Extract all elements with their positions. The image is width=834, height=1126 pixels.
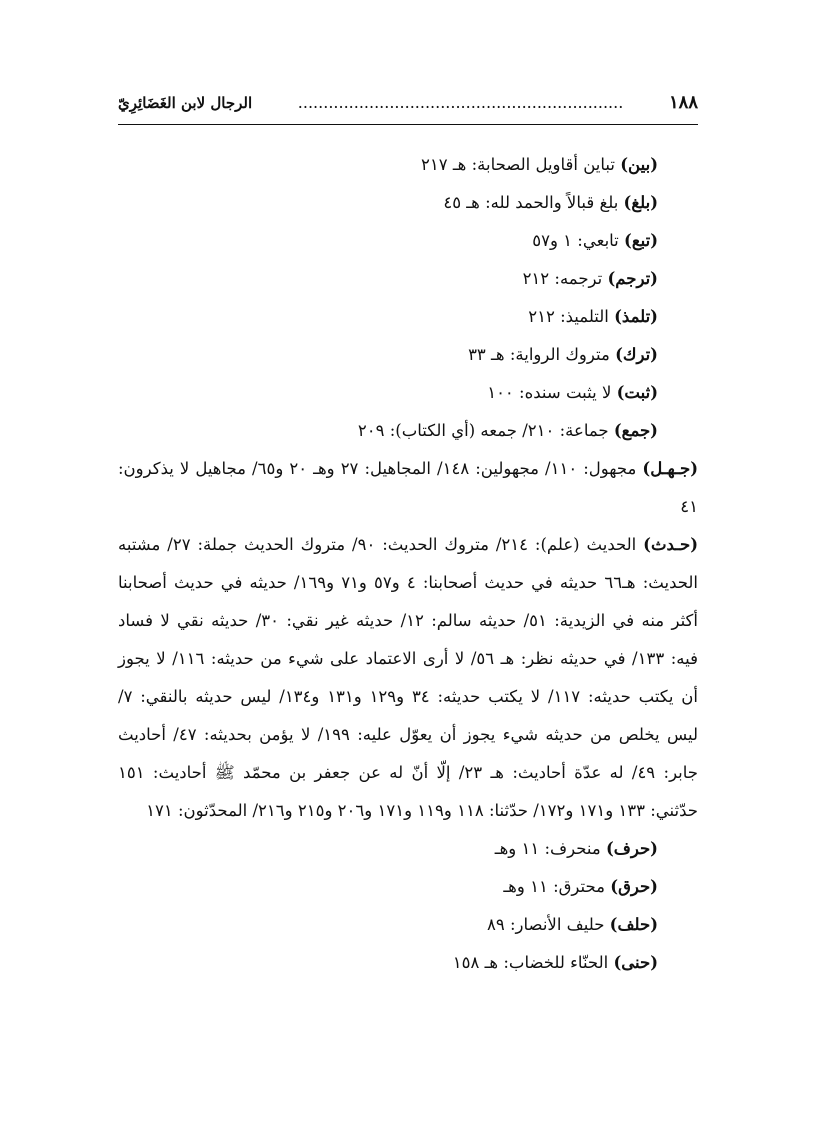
entry-text: متروك الرواية: هـ ٣٣ <box>468 345 616 364</box>
header-rule <box>118 124 698 125</box>
index-entry <box>118 450 698 526</box>
page-number: ١٨٨ <box>668 92 698 113</box>
page-header <box>118 92 698 120</box>
entry-key: (ترجم) <box>607 269 658 288</box>
index-entry <box>118 222 698 260</box>
entry-key: (تبع) <box>624 231 658 250</box>
entry-text: حليف الأنصار: ٨٩ <box>487 915 610 934</box>
index-entry <box>118 868 698 906</box>
entry-key: (بين) <box>620 155 658 174</box>
index-entry <box>118 260 698 298</box>
index-entry <box>118 146 698 184</box>
index-entry <box>118 184 698 222</box>
entry-text: الحديث (علم): ٢١٤/ متروك الحديث: ٩٠/ متروك الحديث جملة: ٢٧/ مشتبه الحديث: هـ٦٦ حديثه في حديث أصحابنا: ٤ و٥٧ و٧١ و١٦٩/ حديثه في حديث أصحابنا أكثر منه في الزيدية: ٥١/ حديثه سالم: ١٢/ حديثه غير نقي: ٣٠/ حديثه نقي لا فساد فيه: ١٣٣/ في حديثه نظر: هـ ٥٦/ لا أرى الاعتماد على شيء من حديثه: ١١٦/ لا يجوز أن يكتب حديثه: ١١٧/ لا يكتب حديثه: ٣٤ و١٢٩ و١٣١ و١٣٤/ ليس حديثه بالنقي: ٧/ ليس يخلص من حديثه شيء يجوز أن يعوّل عليه: ١٩٩/ لا يؤمن بحديثه: ٤٧/ أحاديث جابر: ٤٩/ له عدّة أحاديث: هـ ٢٣/ إلّا أنّ له عن جعفر بن محمّد ﷺ أحاديث: ١٥١ حدّثني: ١٣٣ و١٧١ و١٧٢/ حدّثنا: ١١٨ و١١٩ و١٧١ و٢٠٦ و٢١٥ و٢١٦/ المحدّثون: ١٧١ <box>118 535 699 820</box>
entry-text: تابعي: ١ و٥٧ <box>532 231 625 250</box>
entry-key: (حرق) <box>610 877 658 896</box>
index-entry <box>118 944 698 982</box>
entry-key: (حرف) <box>605 839 658 858</box>
index-entry <box>118 298 698 336</box>
entry-text: محترق: ١١ وهـ <box>503 877 611 896</box>
entry-key: (تلمذ) <box>614 307 658 326</box>
index-content <box>118 146 698 982</box>
index-entry <box>118 526 698 830</box>
entry-key: (حنى) <box>613 953 658 972</box>
entry-key: (بلغ) <box>623 193 658 212</box>
entry-key: (ترك) <box>615 345 658 364</box>
entry-text: مجهول: ١١٠/ مجهولين: ١٤٨/ المجاهيل: ٢٧ وهـ ٢٠ و٦٥/ مجاهيل لا يذكرون: ٤١ <box>118 459 698 516</box>
entry-text: بلغ قبالاً والحمد لله: هـ ٤٥ <box>443 193 624 212</box>
index-entry <box>118 830 698 868</box>
running-title: الرجال لابن الغَضَائِرِيّ <box>118 94 253 112</box>
index-entry <box>118 412 698 450</box>
entry-key: (جمع) <box>613 421 658 440</box>
entry-text: جماعة: ٢١٠/ جمعه (أي الكتاب): ٢٠٩ <box>357 421 614 440</box>
entry-key: (حلف) <box>609 915 658 934</box>
index-entry <box>118 906 698 944</box>
entry-text: الحنّاء للخضاب: هـ ١٥٨ <box>452 953 614 972</box>
entry-key: (ثبت) <box>616 383 658 402</box>
entry-text: التلميذ: ٢١٢ <box>528 307 615 326</box>
entry-key: (حـدث) <box>643 535 698 554</box>
index-entry <box>118 374 698 412</box>
index-entry <box>118 336 698 374</box>
entry-text: لا يثبت سنده: ١٠٠ <box>487 383 617 402</box>
entry-text: تباين أقاويل الصحابة: هـ ٢١٧ <box>420 155 621 174</box>
entry-text: منحرف: ١١ وهـ <box>494 839 606 858</box>
entry-text: ترجمه: ٢١٢ <box>522 269 608 288</box>
header-dots: ................................................................ <box>297 93 624 112</box>
entry-key: (جـهـل) <box>642 459 699 478</box>
